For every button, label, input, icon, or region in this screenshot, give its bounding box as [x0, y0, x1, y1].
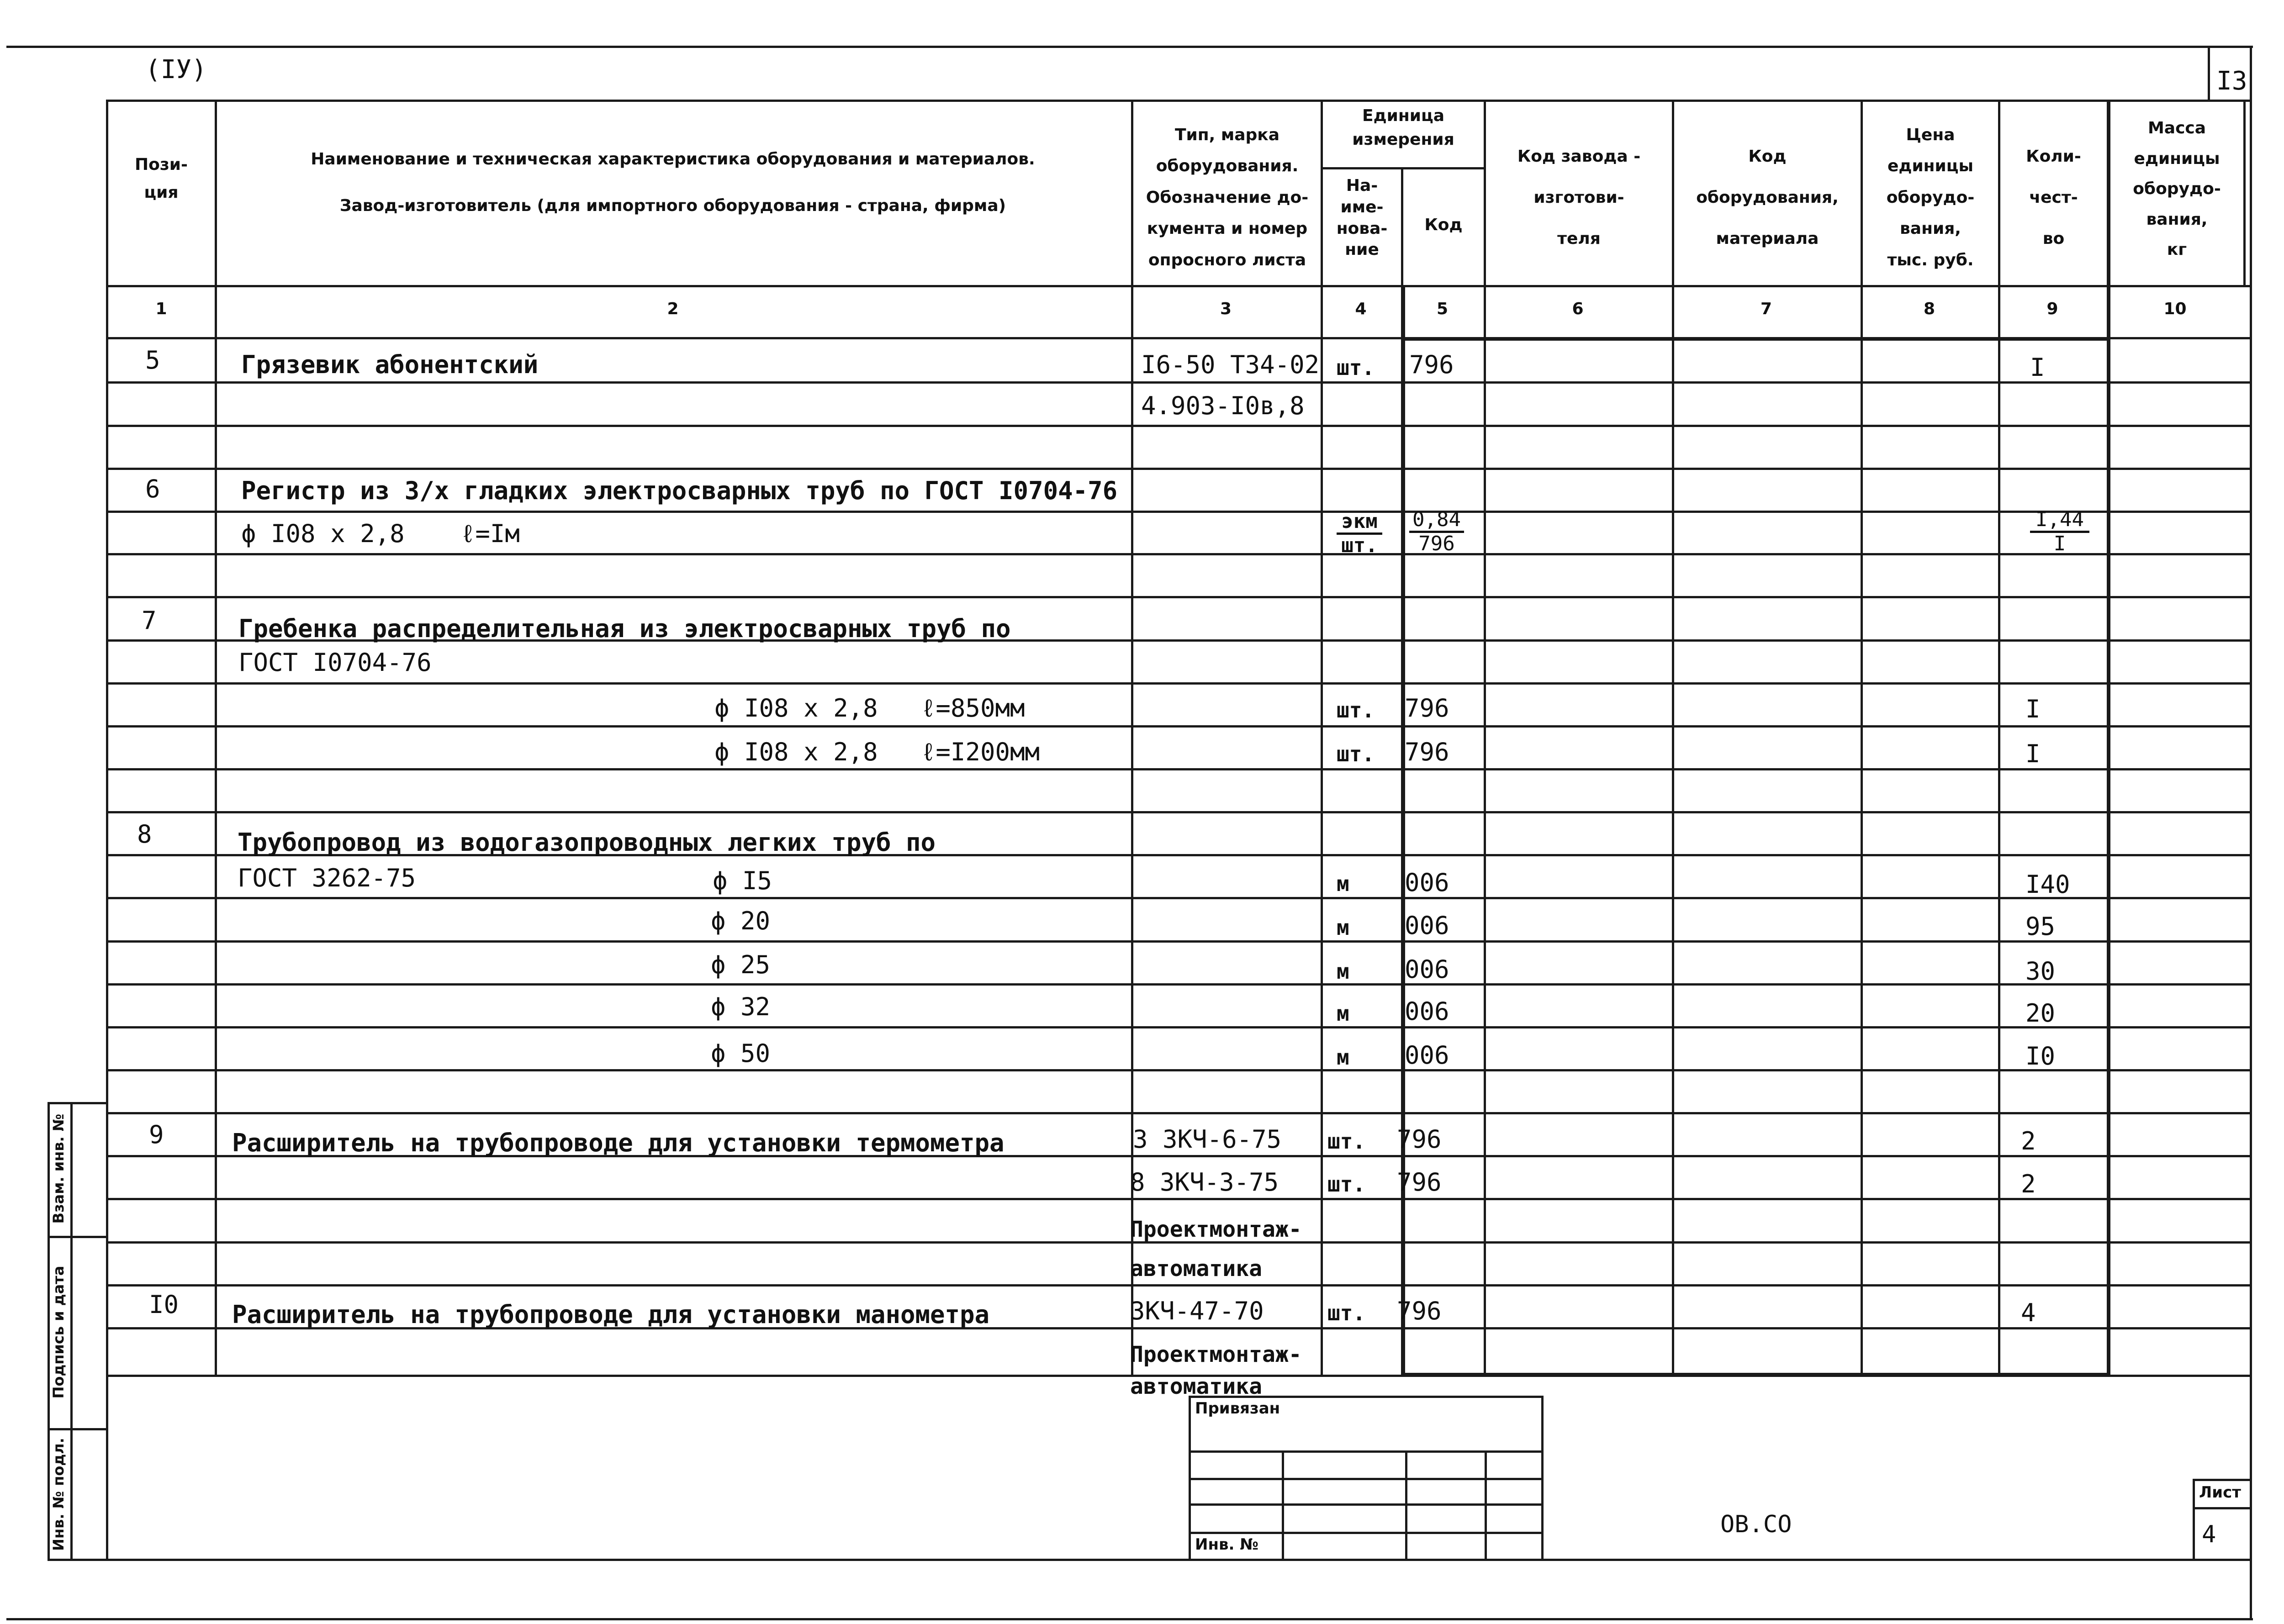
header-unit-price: Цена единицы оборудо- вания, тыс. руб. — [1886, 126, 1975, 269]
row-line — [106, 682, 2252, 685]
row-line — [106, 811, 2252, 813]
col-line-10 — [2243, 100, 2246, 285]
margin-label-podp: Подпись и дата — [50, 1265, 67, 1399]
row-line — [106, 553, 2252, 555]
table-left — [106, 100, 108, 1559]
row-diameter: ϕ I5 — [713, 866, 772, 895]
row-quantity: I — [2025, 695, 2041, 723]
row-code: 796 — [1397, 1125, 1442, 1154]
row-code: 006 — [1405, 868, 1449, 897]
page-number-box-left — [2208, 46, 2210, 101]
row-type: 8 ЗКЧ-3-75 — [1130, 1168, 1279, 1197]
row-unit: м — [1337, 959, 1349, 984]
row-code: 006 — [1405, 997, 1449, 1026]
sheet-box-mid — [2193, 1507, 2252, 1509]
row-quantity-fraction — [2030, 510, 2089, 554]
row-code: 796 — [1397, 1297, 1442, 1325]
row-type: 4.903-I0в,8 — [1141, 391, 1305, 420]
row-length: ℓ=I200мм — [921, 738, 1040, 766]
header-name-line1: Наименование и техническая характеристика оборудования и материалов. — [311, 150, 1035, 169]
document-code: ОВ.СО — [1720, 1511, 1792, 1538]
column-number: 7 — [1760, 300, 1772, 318]
row-name: ϕ I08 х 2,8 — [714, 738, 878, 766]
row-quantity: I — [2030, 353, 2045, 382]
row-quantity: 30 — [2025, 957, 2056, 986]
unit-bottom: шт. — [1341, 534, 1378, 557]
row-position: 9 — [149, 1120, 164, 1149]
row-name: ГОСТ 3262-75 — [238, 864, 416, 892]
row-line — [106, 725, 2252, 728]
sheet-box-top — [2193, 1479, 2252, 1481]
row-quantity: I — [2025, 739, 2041, 768]
header-unit-group: Единица измерения — [1352, 106, 1454, 149]
row-quantity: 20 — [2025, 999, 2056, 1028]
row-unit: шт. — [1327, 1301, 1366, 1325]
row-position: 6 — [145, 475, 160, 503]
row-position: I0 — [149, 1290, 179, 1319]
col-line-3 — [1321, 100, 1323, 1375]
row-unit: м — [1337, 1045, 1349, 1070]
header-unit-code: Код — [1424, 216, 1463, 234]
header-type: Тип, марка оборудования. Обозначение до- кумента и номер опросного листа — [1146, 126, 1309, 269]
row-name: Трубопровод из водогазопроводных легких труб по — [238, 828, 936, 857]
row-diameter: ϕ 50 — [711, 1039, 771, 1068]
row-position: 7 — [142, 606, 157, 635]
stamp-line — [1189, 1478, 1542, 1480]
column-number: 9 — [2046, 300, 2058, 318]
row-type: автоматика — [1130, 1256, 1262, 1281]
row-line — [106, 468, 2252, 470]
quantity-top: I,44 — [2030, 510, 2089, 533]
margin-label-inv: Инв. № подл. — [50, 1438, 67, 1551]
row-line — [106, 983, 2252, 986]
row-line — [106, 596, 2252, 598]
row-length: ℓ=850мм — [921, 694, 1025, 722]
row-code-fraction — [1409, 510, 1464, 554]
row-type: Проектмонтаж- — [1130, 1342, 1302, 1367]
code-top: 0,84 — [1409, 510, 1464, 533]
row-diameter: ϕ 32 — [711, 992, 771, 1021]
unit-top: экм — [1337, 511, 1382, 535]
row-code: 006 — [1405, 955, 1449, 984]
top-label: (IУ) — [145, 55, 207, 84]
stamp-line — [1189, 1532, 1542, 1534]
sheet-box-left — [2193, 1479, 2195, 1561]
margin-strip-divider — [70, 1102, 73, 1561]
row-unit: шт. — [1337, 698, 1375, 722]
stamp-attached-label: Привязан — [1195, 1399, 1280, 1418]
row-unit: м — [1337, 915, 1349, 940]
row-type: Проектмонтаж- — [1130, 1217, 1302, 1242]
column-number: 1 — [155, 300, 167, 318]
row-line — [106, 897, 2252, 899]
header-unit-name: На- име- нова- ние — [1336, 176, 1388, 259]
stamp-col — [1282, 1450, 1284, 1561]
row-line — [106, 511, 2252, 513]
row-type: 3 ЗКЧ-6-75 — [1133, 1125, 1282, 1154]
column-number: 3 — [1220, 300, 1232, 318]
row-line — [106, 768, 2252, 770]
row-length: ℓ=Iм — [460, 519, 520, 548]
sheet-number: 4 — [2202, 1521, 2216, 1548]
header-quantity: Коли- чест- во — [2026, 147, 2081, 248]
stamp-inv-label: Инв. № — [1195, 1535, 1259, 1554]
header-position: Пози- ция — [135, 155, 188, 202]
stamp-col — [1485, 1450, 1487, 1561]
col-line-7 — [1861, 100, 1863, 1375]
row-code: 796 — [1409, 350, 1454, 379]
col-line-8 — [1998, 100, 2000, 1375]
row-line — [106, 1284, 2252, 1287]
row-unit: м — [1337, 871, 1349, 896]
row-type: I6-50 Т34-02 — [1141, 350, 1320, 379]
column-number: 4 — [1355, 300, 1367, 318]
row-position: 8 — [137, 820, 152, 849]
row-diameter: ϕ 20 — [711, 907, 771, 935]
col-line-9 — [2107, 100, 2110, 1375]
row-position: 5 — [145, 346, 160, 374]
column-number: 5 — [1436, 300, 1449, 318]
sheet-label: Лист — [2199, 1483, 2241, 1502]
row-code: 006 — [1405, 1041, 1449, 1070]
frame-right — [2250, 46, 2252, 1620]
header-factory-code: Код завода - изготови- теля — [1517, 147, 1641, 248]
data-top-heavy — [1401, 337, 2110, 341]
column-number: 2 — [667, 300, 679, 318]
code-bottom: 796 — [1418, 532, 1455, 555]
row-line — [106, 1112, 2252, 1114]
row-code: 796 — [1405, 738, 1449, 766]
row-name: Регистр из 3/х гладких электросварных труб по ГОСТ I0704-76 — [241, 476, 1118, 505]
row-name: ГОСТ I0704-76 — [238, 648, 432, 677]
row-unit: шт. — [1337, 355, 1375, 380]
column-number: 6 — [1572, 300, 1584, 318]
stamp-line — [1189, 1503, 1542, 1506]
row-unit: м — [1337, 1001, 1349, 1026]
col-line-4 — [1401, 285, 1405, 1375]
row-line — [106, 1069, 2252, 1071]
row-quantity: 2 — [2021, 1127, 2036, 1155]
row-unit: шт. — [1337, 742, 1375, 766]
quantity-bottom: I — [2053, 532, 2066, 555]
row-type: ЗКЧ-47-70 — [1130, 1297, 1264, 1325]
row-type: автоматика — [1130, 1374, 1262, 1399]
col-line-1 — [215, 100, 217, 1375]
row-line — [106, 1198, 2252, 1200]
table-top — [106, 100, 2252, 102]
row-code: 796 — [1405, 694, 1449, 722]
header-equipment-code: Код оборудования, материала — [1696, 147, 1839, 248]
row-unit: шт. — [1327, 1172, 1366, 1197]
row-name: Грязевик абонентский — [241, 350, 539, 379]
row-name: ϕ I08 х 2,8 — [714, 694, 878, 722]
frame-top — [6, 46, 2253, 48]
frame-bottom — [6, 1618, 2253, 1620]
row-quantity: 2 — [2021, 1170, 2036, 1198]
row-diameter: ϕ 25 — [711, 950, 771, 979]
stamp-col — [1405, 1450, 1407, 1561]
row-line — [106, 425, 2252, 427]
row-line — [106, 1026, 2252, 1028]
header-name-line2: Завод-изготовитель (для импортного оборудования - страна, фирма) — [339, 196, 1006, 215]
header-unit-mass: Масса единицы оборудо- вания, кг — [2133, 119, 2221, 259]
row-line — [106, 940, 2252, 943]
row-quantity: 95 — [2025, 912, 2056, 941]
row-code: 796 — [1397, 1168, 1442, 1197]
col-line-6 — [1672, 100, 1674, 1375]
table-left-bottom — [48, 1559, 2252, 1561]
stamp-line — [1189, 1450, 1542, 1453]
column-number: 8 — [1923, 300, 1935, 318]
row-quantity: I40 — [2025, 870, 2070, 899]
column-number: 10 — [2163, 300, 2187, 318]
row-name: ϕ I08 х 2,8 — [241, 519, 405, 548]
row-name: Гребенка распределительная из электросварных труб по — [238, 614, 1011, 643]
row-name: Расширитель на трубопроводе для установки термометра — [232, 1128, 1005, 1157]
margin-label-vzam: Взам. инв. № — [50, 1113, 67, 1224]
row-unit-fraction — [1337, 511, 1382, 556]
row-name: Расширитель на трубопроводе для установки манометра — [232, 1300, 990, 1329]
row-quantity: 4 — [2021, 1298, 2036, 1327]
header-bottom — [106, 285, 2252, 287]
col-line-5 — [1484, 100, 1486, 1375]
page-number: I3 — [2216, 66, 2247, 96]
row-code: 006 — [1405, 911, 1449, 940]
row-unit: шт. — [1327, 1129, 1366, 1154]
stamp-top — [1189, 1396, 1542, 1398]
row-quantity: I0 — [2025, 1042, 2056, 1070]
row-line — [106, 381, 2252, 384]
